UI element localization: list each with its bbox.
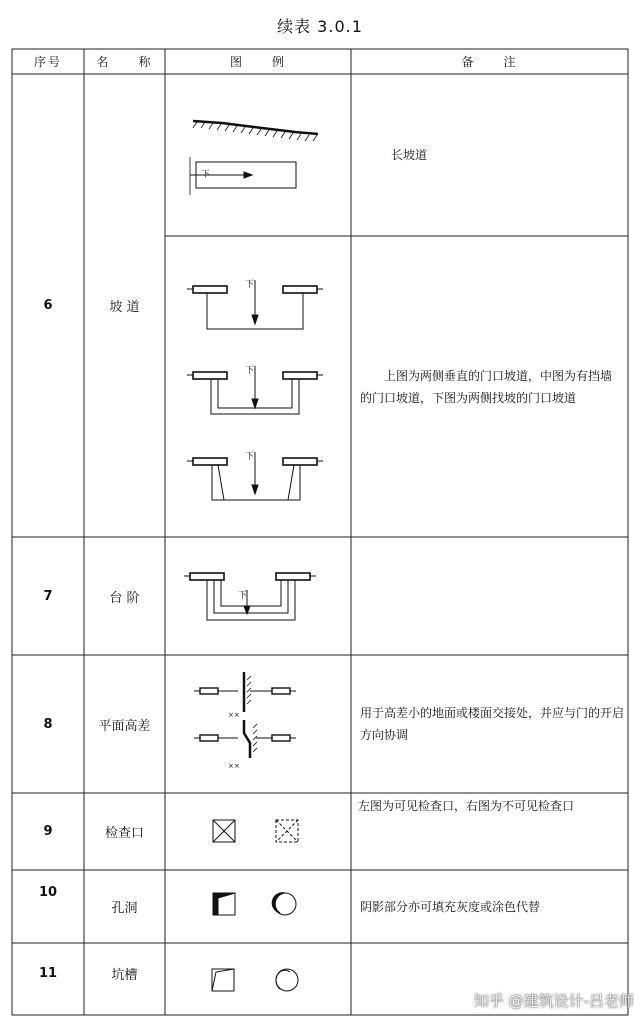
row-9-number: 9 [43, 824, 53, 839]
hidden-inspection-opening-icon [276, 820, 298, 842]
door-ramp-vertical-sides-icon [187, 280, 323, 329]
header-name: 名 称 [96, 55, 153, 69]
square-hole-icon [213, 893, 235, 915]
row-10-name: 孔洞 [111, 901, 138, 916]
steps-plan-icon [184, 573, 316, 620]
level-lower-marker: ×× [228, 762, 240, 770]
row-10-number: 10 [38, 884, 58, 900]
ramp-2-down-label: 下 [245, 366, 255, 376]
visible-inspection-opening-icon [213, 820, 235, 842]
row-11-number: 11 [38, 965, 58, 981]
header-note: 备 注 [461, 55, 518, 69]
row-9-note: 左图为可见检查口，右图为不可见检查口 [358, 799, 575, 813]
long-ramp-down-label: 下 [201, 170, 211, 180]
row-9-name: 检查口 [104, 826, 144, 841]
square-pit-icon [212, 969, 234, 991]
row-7-name: 台 阶 [109, 590, 140, 606]
header-seq: 序号 [33, 55, 62, 69]
row-8-number: 8 [43, 716, 53, 732]
row-7-number: 7 [43, 588, 53, 604]
ramp-3-down-label: 下 [245, 452, 255, 462]
door-ramp-retaining-walls-icon [187, 366, 323, 414]
row-11-name: 坑槽 [111, 967, 138, 983]
door-ramp-sloped-sides-icon [187, 452, 323, 500]
round-pit-icon [276, 969, 298, 991]
row-7-note [360, 537, 622, 655]
header-legend: 图 例 [229, 55, 286, 69]
row-6-note-door-ramps: 上图为两侧垂直的门口坡道，中图为有挡墙的门口坡道，下图为两侧找坡的门口坡道 [360, 368, 613, 405]
row-6-number: 6 [43, 298, 53, 313]
round-hole-icon [272, 893, 296, 915]
level-difference-lower-icon [194, 720, 296, 758]
watermark: 知乎 @建筑设计-吕老师 [473, 992, 634, 1010]
row-6-note-long-ramp: 长坡道 [391, 148, 428, 162]
level-difference-upper-icon [194, 672, 296, 712]
ramp-1-down-label: 下 [245, 280, 255, 290]
level-upper-marker: ×× [228, 711, 240, 719]
row-8-note: 用于高差小的地面或楼面交接处，并应与门的开启方向协调 [360, 706, 625, 742]
steps-direction-label: 下 [238, 591, 248, 601]
row-10-note: 阴影部分亦可填充灰度或涂色代替 [360, 899, 541, 914]
row-6-name: 坡 道 [109, 300, 140, 315]
table-title: 续表 3.0.1 [277, 17, 363, 36]
long-ramp-section-icon [193, 121, 318, 141]
row-8-name: 平面高差 [98, 718, 151, 734]
